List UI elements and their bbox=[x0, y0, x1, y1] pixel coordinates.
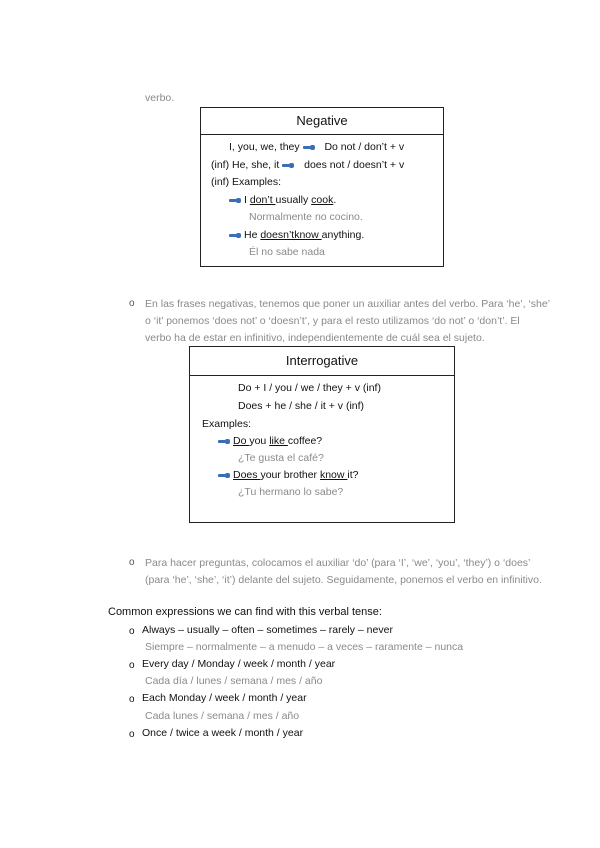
pointing-hand-icon bbox=[282, 162, 294, 169]
bullet-marker: o bbox=[129, 694, 135, 705]
negative-rule-1: I, you, we, they Do not / don’t + v bbox=[229, 141, 405, 153]
interrogative-examples-label: Examples: bbox=[202, 418, 252, 430]
expression-en-3: Each Monday / week / month / year bbox=[142, 692, 307, 704]
negative-rule-2: (inf) He, she, it does not / doesn’t + v bbox=[211, 159, 405, 171]
expression-en-1: Always – usually – often – sometimes – rarely – never bbox=[142, 624, 393, 636]
bullet-marker: o bbox=[129, 626, 135, 637]
negative-example-2: He doesn’tknow anything. bbox=[229, 229, 364, 241]
interrogative-rule-1: Do + I / you / we / they + v (inf) bbox=[238, 382, 381, 394]
negative-examples-label: (inf) Examples: bbox=[211, 176, 282, 188]
expression-es-3: Cada lunes / semana / mes / año bbox=[145, 710, 300, 722]
negative-example-1-translation: Normalmente no cocino. bbox=[249, 211, 363, 223]
bullet-marker: o bbox=[129, 729, 135, 740]
negative-box-title: Negative bbox=[201, 108, 443, 135]
negative-example-1: I don’t usually cook. bbox=[229, 194, 336, 206]
negative-note: En las frases negativas, tenemos que poner un auxiliar antes del verbo. Para ‘he’, ‘she’ o ‘it’ ponemos ‘does not’ o ‘doesn’t’, y para el resto utilizamos ‘do not’ o ‘don’t’. El verbo ha de estar en infinitivo, independientemente de cuál sea el sujeto. bbox=[145, 298, 551, 344]
expression-en-2: Every day / Monday / week / month / year bbox=[142, 658, 336, 670]
negative-example-2-translation: Él no sabe nada bbox=[249, 246, 325, 258]
intro-fragment: verbo. bbox=[145, 92, 175, 104]
expression-es-1: Siempre – normalmente – a menudo – a veces – raramente – nunca bbox=[145, 641, 464, 653]
expression-en-4: Once / twice a week / month / year bbox=[142, 727, 304, 739]
interrogative-example-2: Does your brother know it? bbox=[218, 469, 359, 481]
interrogative-note: Para hacer preguntas, colocamos el auxiliar ‘do’ (para ‘I’, ‘we’, ‘you’, ‘they’) o ‘does’ (para ‘he’, ‘she’, ‘it’) delante del sujeto. Seguidamente, ponemos el verbo en infinitivo. bbox=[145, 557, 542, 586]
interrogative-example-1: Do you like coffee? bbox=[218, 435, 322, 447]
interrogative-example-1-translation: ¿Te gusta el café? bbox=[238, 452, 324, 464]
expression-es-2: Cada día / lunes / semana / mes / año bbox=[145, 675, 323, 687]
interrogative-example-2-translation: ¿Tu hermano lo sabe? bbox=[238, 486, 344, 498]
bullet-marker: o bbox=[129, 660, 135, 671]
pointing-hand-icon bbox=[218, 472, 230, 479]
interrogative-box-title: Interrogative bbox=[190, 347, 454, 376]
pointing-hand-icon bbox=[303, 144, 315, 151]
bullet-marker: o bbox=[129, 557, 135, 568]
bullet-marker: o bbox=[129, 298, 135, 309]
negative-box bbox=[200, 107, 444, 267]
expressions-heading: Common expressions we can find with this verbal tense: bbox=[108, 606, 382, 618]
interrogative-rule-2: Does + he / she / it + v (inf) bbox=[238, 400, 365, 412]
interrogative-box bbox=[189, 346, 455, 523]
pointing-hand-icon bbox=[218, 438, 230, 445]
pointing-hand-icon bbox=[229, 232, 241, 239]
pointing-hand-icon bbox=[229, 197, 241, 204]
